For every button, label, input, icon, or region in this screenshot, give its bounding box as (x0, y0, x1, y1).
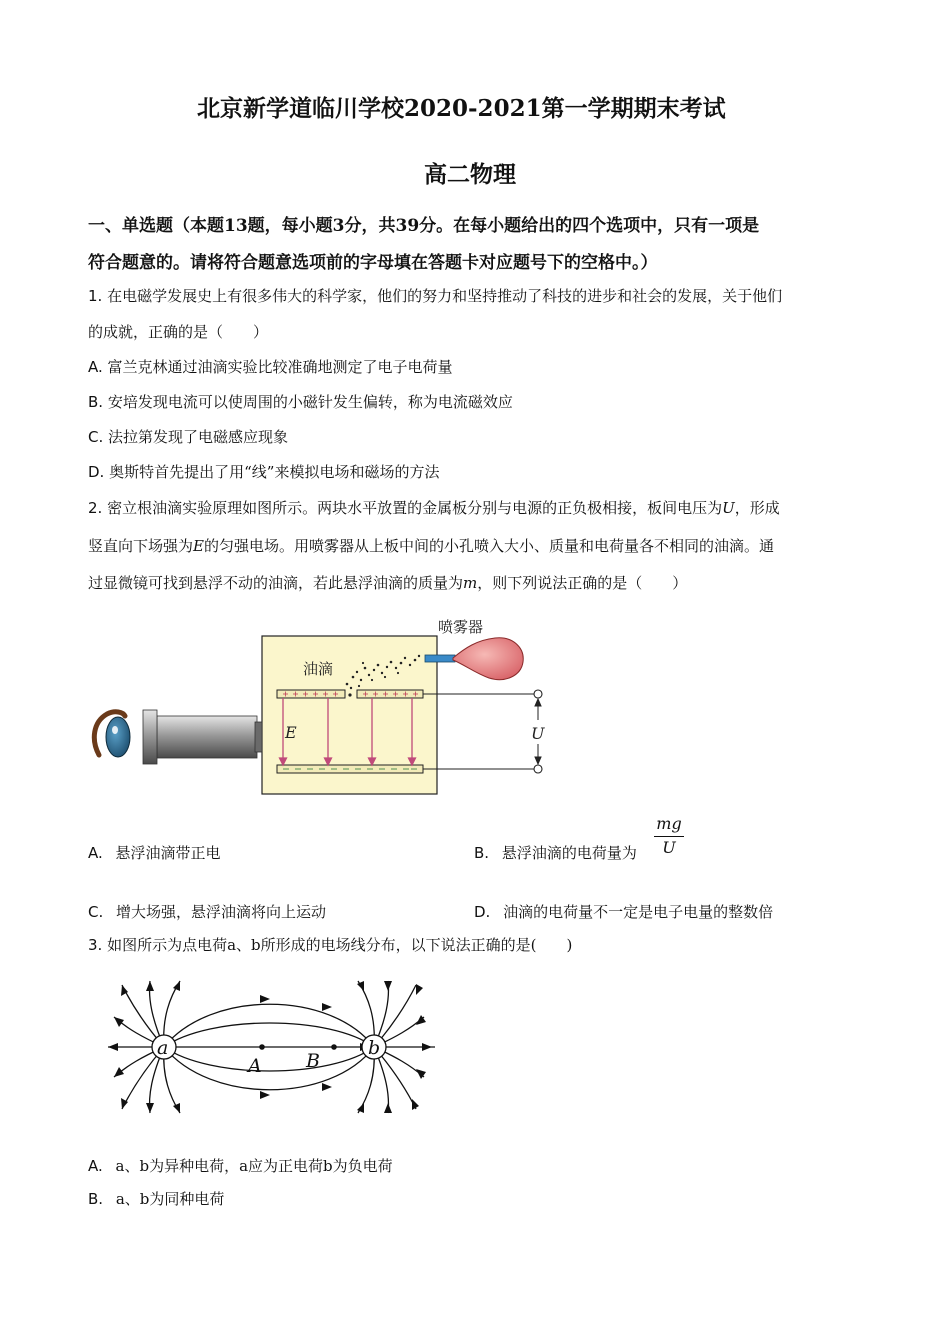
q2-option-b-fraction (654, 814, 684, 859)
q2-stem-2b: 的匀强电场。用喷雾器从上板中间的小孔喷入大小、质量和电荷量各不相同的油滴。通 (203, 537, 774, 555)
option-text: 增大场强，悬浮油滴将向上运动 (116, 903, 327, 921)
sprayer-label: 喷雾器 (438, 618, 484, 636)
exam-title: 北京新学道临川学校2020-2021第一学期期末考试 (197, 95, 726, 122)
option-letter: D. (474, 903, 491, 921)
option-text: 悬浮油滴的电荷量为 (501, 844, 637, 862)
q1-option-d (88, 461, 439, 482)
millikan-figure (85, 610, 545, 810)
fraction-numerator: mg (654, 814, 684, 837)
q2-option-a (88, 842, 221, 863)
q2-var-e: E (193, 537, 204, 555)
q2-line3 (88, 572, 687, 593)
terminal-top (534, 690, 542, 698)
sprayer-bulb (453, 638, 523, 680)
q2-stem-3b: ，则下列说法正确的是（ ） (477, 574, 688, 592)
terminal-bottom (534, 765, 542, 773)
q2-stem-1b: ，形成 (734, 499, 780, 517)
option-text: 安培发现电流可以使周围的小磁针发生偏转，称为电流磁效应 (107, 393, 513, 411)
q3-option-a (88, 1155, 393, 1176)
option-text: a、b为异种电荷，a应为正电荷b为负电荷 (115, 1157, 393, 1175)
point-b-label: B (306, 1050, 320, 1072)
q2-line1 (88, 497, 780, 518)
option-letter: C. (88, 903, 104, 921)
q2-var-u: U (722, 499, 735, 517)
point-a-dot (259, 1044, 265, 1050)
q2-option-c (88, 901, 326, 922)
voltage-label: U (531, 724, 545, 743)
eye-icon (94, 712, 130, 757)
microscope-tube (157, 716, 257, 758)
q2-stem-2a: 竖直向下场强为 (88, 537, 194, 555)
q3-stem: 如图所示为点电荷a、b所形成的电场线分布，以下说法正确的是( ) (107, 936, 573, 954)
q1-stem-line2: 的成就，正确的是（ ） (88, 323, 269, 341)
microscope-eyepiece (143, 710, 157, 764)
section-heading-line2: 符合题意的。请将符合题意选项前的字母填在答题卡对应题号下的空格中。） (88, 253, 658, 273)
q1-line1 (88, 285, 782, 306)
q2-stem-1a: 密立根油滴实验原理如图所示。两块水平放置的金属板分别与电源的正负极相接，板间电压为 (107, 499, 723, 517)
q1-option-b (88, 391, 513, 412)
option-letter: A. (88, 1157, 103, 1175)
q3-number: 3. (88, 936, 103, 954)
option-text: a、b为同种电荷 (115, 1190, 225, 1208)
option-letter: B. (88, 1190, 104, 1208)
option-letter: D. (88, 463, 105, 481)
option-letter: A. (88, 844, 103, 862)
microscope-end (255, 722, 262, 752)
charge-b-label: b (368, 1037, 381, 1059)
option-letter: B. (474, 844, 490, 862)
droplet-label: 油滴 (303, 660, 334, 678)
q3-line1 (88, 934, 572, 955)
q1-number: 1. (88, 287, 103, 305)
field-lines-figure (100, 975, 440, 1120)
option-text: 富兰克林通过油滴实验比较准确地测定了电子电荷量 (107, 358, 453, 376)
option-letter: B. (88, 393, 104, 411)
q2-line2 (88, 535, 774, 556)
q3-option-b (88, 1188, 224, 1209)
q2-var-m: m (463, 574, 478, 592)
q1-option-a (88, 356, 453, 377)
field-label: E (285, 723, 297, 742)
q1-stem-line1: 在电磁学发展史上有很多伟大的科学家，他们的努力和坚持推动了科技的进步和社会的发展，关于他们 (107, 287, 783, 305)
option-text: 油滴的电荷量不一定是电子电量的整数倍 (503, 903, 774, 921)
option-text: 奥斯特首先提出了用“线”来模拟电场和磁场的方法 (109, 463, 440, 481)
option-text: 法拉第发现了电磁感应现象 (108, 428, 289, 446)
option-letter: A. (88, 358, 103, 376)
section-heading-line1: 一、单选题（本题13题，每小题3分，共39分。在每小题给出的四个选项中，只有一项是 (88, 216, 760, 236)
sprayer-nozzle (425, 655, 455, 662)
option-text: 悬浮油滴带正电 (115, 844, 221, 862)
fraction-denominator: U (662, 838, 676, 857)
point-a-label: A (248, 1055, 262, 1077)
q1-option-c (88, 426, 288, 447)
option-letter: C. (88, 428, 104, 446)
q2-number: 2. (88, 499, 103, 517)
q2-option-b (474, 842, 637, 863)
q2-option-d (474, 901, 773, 922)
circuit-wires (423, 694, 534, 769)
q2-stem-3a: 过显微镜可找到悬浮不动的油滴，若此悬浮油滴的质量为 (88, 574, 464, 592)
charge-a-label: a (157, 1037, 169, 1059)
point-b-dot (331, 1044, 337, 1050)
subject-title: 高二物理 (424, 161, 516, 188)
